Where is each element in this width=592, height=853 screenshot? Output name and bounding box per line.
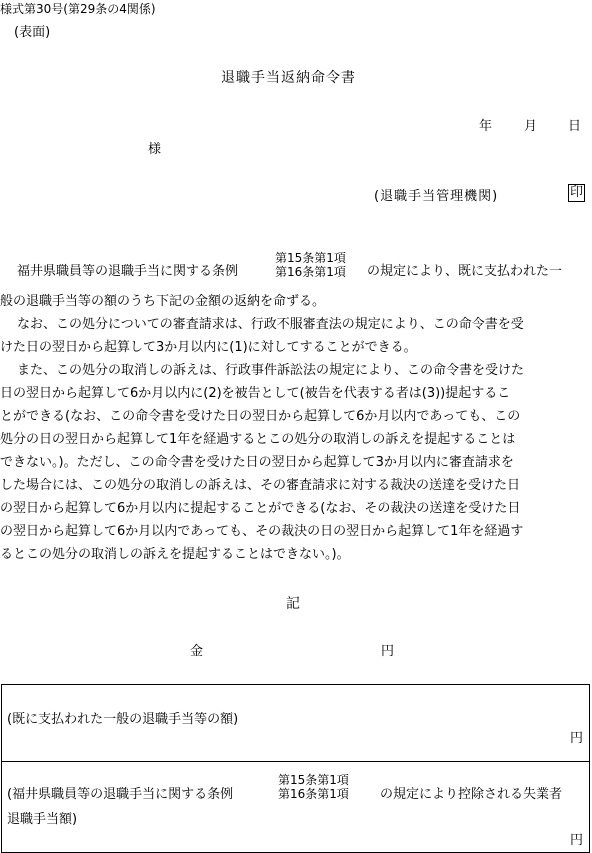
body-line: るとこの処分の取消しの訴えを提起することはできない。)。 <box>0 547 350 562</box>
body-line: また、この処分の取消しの訴えは、行政事件訴訟法の規定により、この命令書を受けた <box>17 363 525 378</box>
addressee-suffix: 様 <box>148 142 162 157</box>
body-line: した場合には、この処分の取消しの訴えは、その審査請求に対する裁決の送達を受けた日 <box>0 478 521 493</box>
body-line: けた日の翌日から起算して3か月以内に(1)に対してすることができる。 <box>0 340 417 355</box>
document-title: 退職手当返納命令書 <box>221 70 356 86</box>
body-line: の翌日から起算して6か月以内に提起することができる(なお、その裁決の送達を受けた日 <box>0 501 521 516</box>
body-line: 日の翌日から起算して6か月以内に(2)を被告として(被告を代表する者は(3))提起するこ <box>0 386 511 401</box>
form-number: 様式第30号(第29条の4関係) <box>0 2 156 16</box>
body-p1-articles <box>275 251 346 279</box>
table-row2-end: の規定により控除される失業者 <box>380 787 563 802</box>
table-row2-start: (福井県職員等の退職手当に関する条例 <box>7 787 234 802</box>
body-line: 処分の日の翌日から起算して1年を経過するとこの処分の取消しの訴えを提起することは <box>0 432 516 447</box>
article-16: 第16条第1項 <box>275 265 346 279</box>
body-line: できない。)。ただし、この命令書を受けた日の翌日から起算して3か月以内に審査請求を <box>0 455 514 470</box>
body-line: の翌日から起算して6か月以内であっても、その裁決の日の翌日から起算して1年を経過す <box>0 524 524 539</box>
body-line: なお、この処分についての審査請求は、行政不服審査法の規定により、この命令書を受 <box>17 317 524 332</box>
date-day: 日 <box>568 119 582 134</box>
table-row2-cont: 退職手当額) <box>7 812 78 827</box>
table-divider <box>1 761 590 762</box>
note-heading: 記 <box>286 596 300 612</box>
table-row1-label: (既に支払われた一般の退職手当等の額) <box>7 712 239 727</box>
body-line: とができる(なお、この命令書を受けた日の翌日から起算して6か月以内であっても、この <box>0 409 521 424</box>
table-row2-articles <box>278 773 349 801</box>
date-month: 月 <box>524 119 538 134</box>
issuer-label: (退職手当管理機関) <box>374 189 499 204</box>
amount-unit: 円 <box>381 644 395 659</box>
table-row1-unit: 円 <box>570 731 584 746</box>
side-label: (表面) <box>14 25 51 40</box>
body-p1-end: の規定により、既に支払われた一 <box>367 264 563 279</box>
body-line: 般の退職手当等の額のうち下記の金額の返納を命ずる。 <box>0 294 326 309</box>
amount-label: 金 <box>190 644 204 659</box>
seal-mark: 印 <box>570 185 584 200</box>
article-15: 第15条第1項 <box>275 251 346 265</box>
article-15: 第15条第1項 <box>278 773 349 787</box>
table-row2-unit: 円 <box>570 833 584 848</box>
body-p1-start: 福井県職員等の退職手当に関する条例 <box>17 264 239 279</box>
date-year: 年 <box>479 119 493 134</box>
article-16: 第16条第1項 <box>278 787 349 801</box>
